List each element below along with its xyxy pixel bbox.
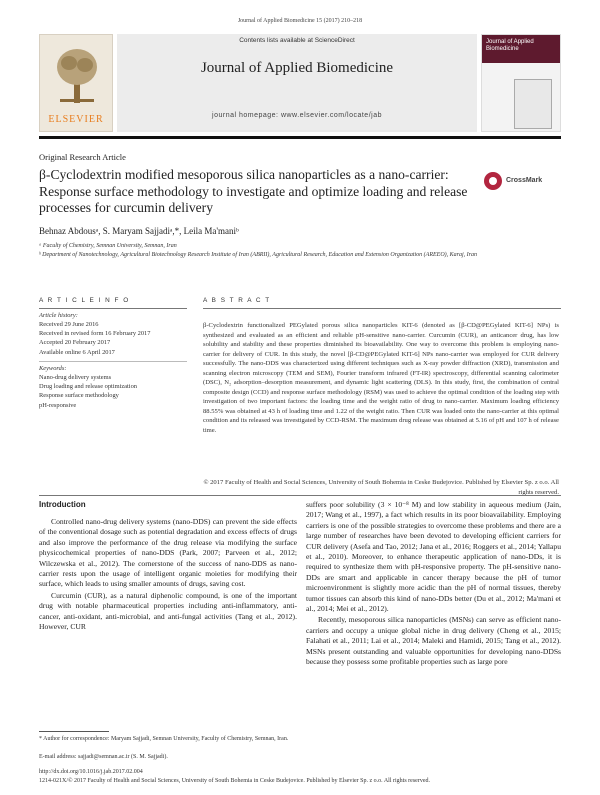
- cover-band: [482, 35, 560, 63]
- history-item: Received in revised form 16 February 2017: [39, 330, 151, 338]
- elsevier-tree-icon: [54, 45, 100, 105]
- history-item: Accepted 20 February 2017: [39, 339, 111, 347]
- journal-cover-thumbnail: [481, 34, 561, 132]
- history-title: Article history:: [39, 312, 78, 319]
- article-info-heading: A R T I C L E I N F O: [39, 297, 130, 304]
- article-info-rule: [39, 308, 187, 309]
- section-rule: [39, 495, 561, 496]
- history-item: Received 29 June 2016: [39, 321, 99, 328]
- issn-copyright: 1214-021X/© 2017 Faculty of Health and Social Sciences, University of South Bohemia in Ceske Budejovice. Published by Elsevier Sp. z o.o. All rights reserved.: [39, 778, 430, 784]
- keyword: Drug loading and release optimization: [39, 383, 137, 391]
- body-paragraph: Curcumin (CUR), as a natural diphenolic compound, is one of the important drug with notable pharmaceutical properties including anti-inflammatory, anti-cancer, anti-oxidant, anti-microbial, and anti-fungal activities (Tang et al., 2012). However, CUR: [39, 590, 297, 632]
- email-footnote: E-mail address: sajjadi@semnan.ac.ir (S. M. Sajjadi).: [39, 754, 168, 760]
- keyword: Response surface methodology: [39, 392, 119, 400]
- keywords-title: Keywords:: [39, 365, 67, 372]
- keyword: Nano-drug delivery systems: [39, 374, 112, 381]
- keyword: pH-responsive: [39, 401, 77, 409]
- journal-masthead: [39, 34, 561, 134]
- article-history: [39, 320, 150, 357]
- correspondence-footnote: * Author for correspondence: Maryam Sajjadi, Semnan University, Faculty of Chemistry, Semnan, Iran.: [39, 736, 289, 742]
- introduction-heading: Introduction: [39, 500, 86, 509]
- keywords-rule: [39, 361, 187, 362]
- cover-illustration: [514, 79, 552, 129]
- journal-homepage-link[interactable]: journal homepage: www.elsevier.com/locate/jab: [212, 112, 382, 119]
- article-type: Original Research Article: [39, 152, 126, 162]
- body-paragraph: Controlled nano-drug delivery systems (nano-DDS) can prevent the side effects of the conventional dosage such as potential degradation and excess effects of drugs and also improve the performance of the drug release via modifying the surface physicochemical properties of nano-DDS (Park, 2007; Parveen et al., 2012; Wilczewska et al., 2012). The cornerstone of the success of nano-DDS as nano-carrier rests upon the usage of intelligent organic moieties for modifying their surface, which leads to using smaller amounts of drugs, saving cost.: [39, 517, 297, 589]
- body-column-right: [306, 500, 561, 668]
- body-paragraph: suffers poor solubility (3 × 10⁻⁸ M) and low stability in aqueous medium (Jain, 2017; Wang et al., 1997), a fact which results in its poor bioavailability. Employing carriers is one of the possible strategies to overcome these problems and there are a large number of researches have been devoted to developing efficient carriers for CUR delivery (Asefa and Tao, 2012; Jana et al., 2016; Roggers et al., 2014; Yallapu et al., 2010). Moreover, to enhance therapeutic application of nano-DDs, it is required to synthesize them with pH-responsive property. The pH-sensitive nano-DDs are smart and applicable in cancer therapy because the pH of tumor microenvironment is slightly more acidic than the pH of normal tissues, thereby tumor tissues can absorb this kind of nano-DDs better (Du et al., 2012; Ma'mani et al., 2014; Mei et al., 2012).: [306, 500, 561, 614]
- keyword-list: [39, 373, 137, 410]
- footnote-rule: [39, 731, 109, 732]
- cover-title: Journal of Applied Biomedicine: [486, 39, 534, 52]
- abstract-rule: [203, 308, 561, 309]
- elsevier-logo: [39, 34, 113, 132]
- elsevier-wordmark: ELSEVIER: [48, 114, 104, 125]
- contents-available-line: Contents lists available at ScienceDirect: [239, 37, 355, 44]
- abstract-copyright: © 2017 Faculty of Health and Social Sciences, University of South Bohemia in Ceske Budejovice. Published by Elsevier Sp. z o.o. All rights reserved.: [203, 479, 559, 496]
- journal-reference: Journal of Applied Biomedicine 15 (2017) 210–218: [237, 18, 363, 24]
- doi-link[interactable]: http://dx.doi.org/10.1016/j.jab.2017.02.004: [39, 769, 143, 775]
- crossmark-icon: [484, 172, 502, 190]
- body-paragraph: Recently, mesoporous silica nanoparticles (MSNs) can serve as efficient nano-carriers and occupy a unique global niche in drug delivery (Cheng et al., 2015; Falahati et al., 2011; Lai et al., 2014; Maleki and Hamidi, 2015; Tang et al., 2012). MSNs present outstanding and valuable opportunities for developing nano-DDSs because they possess some profitable properties such as large pore: [306, 615, 561, 667]
- crossmark-button[interactable]: [484, 172, 564, 192]
- abstract-text: β-Cyclodextrin functionalized PEGylated porous silica nanoparticles KIT-6 (denoted as [β-CD@PEGylated KIT-6] NPs) is synthesized and evaluated as an efficient and reliable pH-sensitive nano-carrier. Curcumin (CUR), an anticancer drug, has low solubility and stability and these properties diminished its bioavailability. One way to overcome this problem is employing nano-carrier for delivery of CUR. In this study, the novel [β-CD@PEGylated KIT-6] NPs nano-carrier was employed for CUR delivery successfully. The nano-DDS was characterized using different techniques such as X-ray powder diffraction (XRD), transmission and scanning electron microscopy (TEM and SEM), Fourier transform infrared (FT-IR) spectroscopy, differential scanning calorimeter (DSC), N₂ adsorption–desorption measurement, and dynamic light scattering (DLS). In this study, first, the combination of central composite design (CCD) and response surface methodology (RSM) was used to achieve the optimal condition of the loading step with investigation of two important factors: the loading time and the weight ratio of drug to nano-carrier. Maximum loading efficiency 88.55% was obtained at 43 h of loading time and 1.22 of the weight ratio. Then CUR was loaded onto the nano-carrier at this optimal condition and its released was investigated by CCD-RSM. The maximum drug release was obtained at 5.16 of pH and 107 h of release time.: [203, 322, 559, 434]
- author-list: Behnaz Abdousᵃ, S. Maryam Sajjadiᵃ,*, Leila Ma'maniᵇ: [39, 226, 239, 236]
- affiliation: ᵇ Department of Nanotechnology, Agricultural Biotechnology Research Institute of Iran (ABRII), Agricultural Research, Education and Extension Organization (AREEO), Karaj, Iran: [39, 252, 477, 258]
- history-item: Available online 6 April 2017: [39, 348, 115, 356]
- crossmark-label: CrossMark: [506, 177, 543, 184]
- affiliation: ᵃ Faculty of Chemistry, Semnan University, Semnan, Iran: [39, 243, 177, 249]
- abstract-heading: A B S T R A C T: [203, 297, 271, 304]
- masthead-center: [117, 34, 477, 132]
- masthead-rule: [39, 136, 561, 139]
- journal-title: Journal of Applied Biomedicine: [200, 60, 394, 76]
- article-title: β-Cyclodextrin modified mesoporous silica nanoparticles as a nano-carrier: Response surface methodology to investigate and optimize loading and release processes for curcumin delivery: [39, 167, 468, 216]
- body-column-left: [39, 517, 297, 632]
